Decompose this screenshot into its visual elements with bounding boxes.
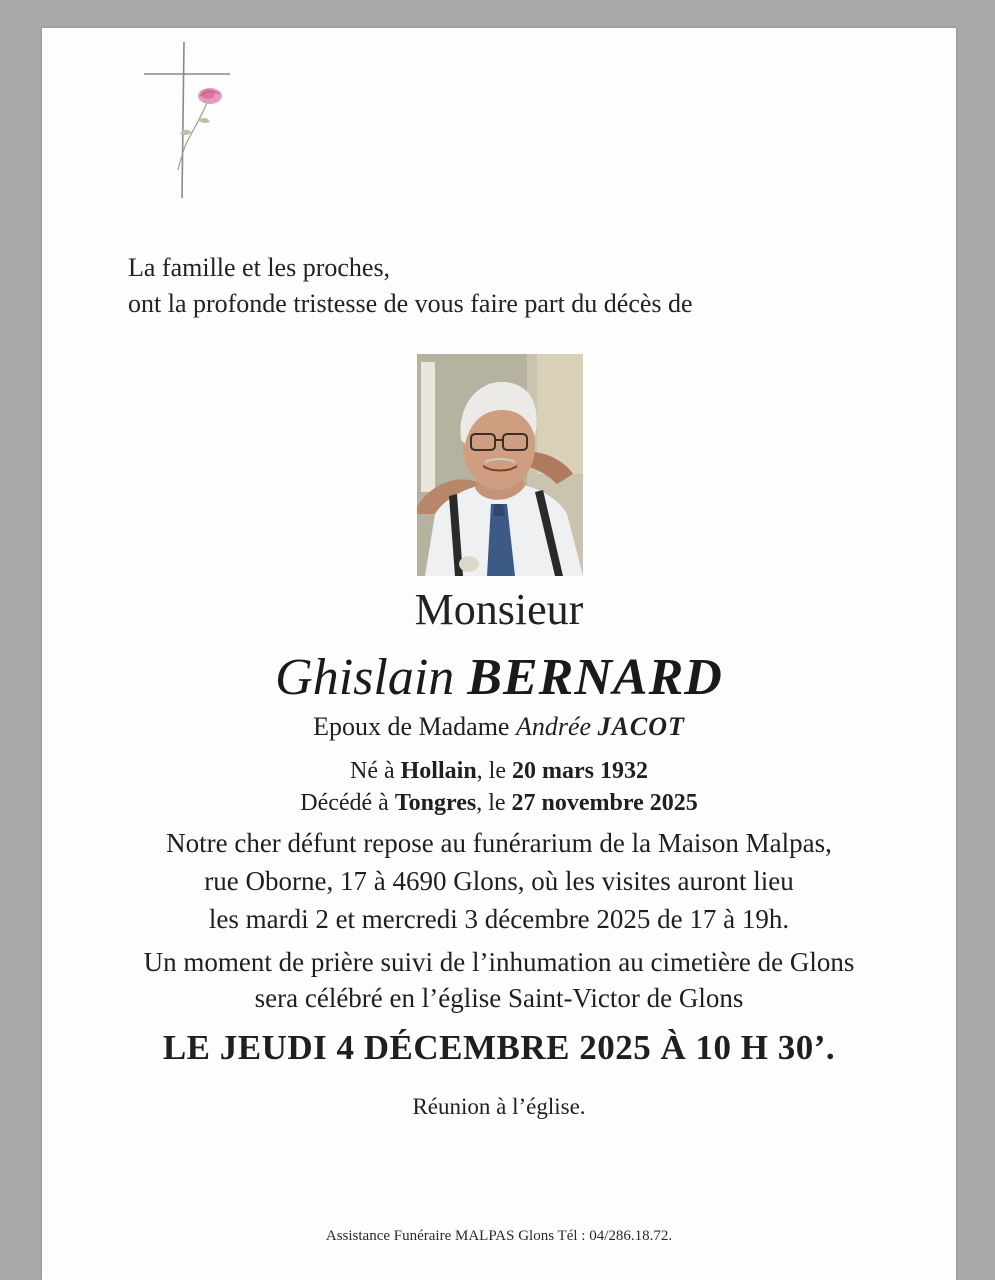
spouse-first-name: Andrée (515, 712, 592, 741)
funeral-home-footer: Assistance Funéraire MALPAS Glons Tél : 04/286.18.72. (325, 1228, 673, 1244)
reunion-note: Réunion à l’église. (412, 1094, 586, 1119)
visitation-line-2: rue Oborne, 17 à 4690 Glons, où les visites auront lieu (204, 866, 794, 896)
birth-place: Hollain (400, 758, 477, 784)
deceased-last-name: BERNARD (467, 649, 723, 706)
birth-date: 20 mars 1932 (512, 758, 648, 784)
deceased-name (42, 648, 956, 707)
spouse-line (42, 712, 956, 742)
cross-with-rose-icon (142, 36, 242, 206)
ceremony-date: LE JEUDI 4 DÉCEMBRE 2025 À 10 H 30’. (162, 1028, 836, 1067)
death-prefix: Décédé à (300, 790, 389, 816)
intro-line-2: ont la profonde tristesse de vous faire part du décès de (128, 289, 693, 318)
service-line-1: Un moment de prière suivi de l’inhumation au cimetière de Glons (143, 947, 855, 977)
visitation-text (42, 824, 956, 938)
portrait-photo (417, 354, 583, 576)
death-place: Tongres (394, 790, 477, 816)
spouse-prefix: Epoux de Madame (313, 712, 510, 741)
deceased-first-name: Ghislain (275, 649, 455, 706)
service-text (42, 944, 956, 1016)
birth-line (42, 758, 956, 785)
death-line (42, 790, 956, 817)
death-sep: , le (476, 790, 506, 816)
obituary-card (42, 28, 956, 1280)
intro-text (128, 250, 693, 322)
death-date: 27 novembre 2025 (511, 790, 698, 816)
spouse-last-name: JACOT (597, 712, 685, 741)
honorific: Monsieur (414, 585, 584, 634)
visitation-line-1: Notre cher défunt repose au funérarium de la Maison Malpas, (166, 828, 832, 858)
intro-line-1: La famille et les proches, (128, 253, 391, 282)
service-line-2: sera célébré en l’église Saint-Victor de Glons (254, 983, 744, 1013)
birth-prefix: Né à (350, 758, 395, 784)
visitation-line-3: les mardi 2 et mercredi 3 décembre 2025 de 17 à 19h. (208, 904, 790, 934)
birth-sep: , le (476, 758, 506, 784)
